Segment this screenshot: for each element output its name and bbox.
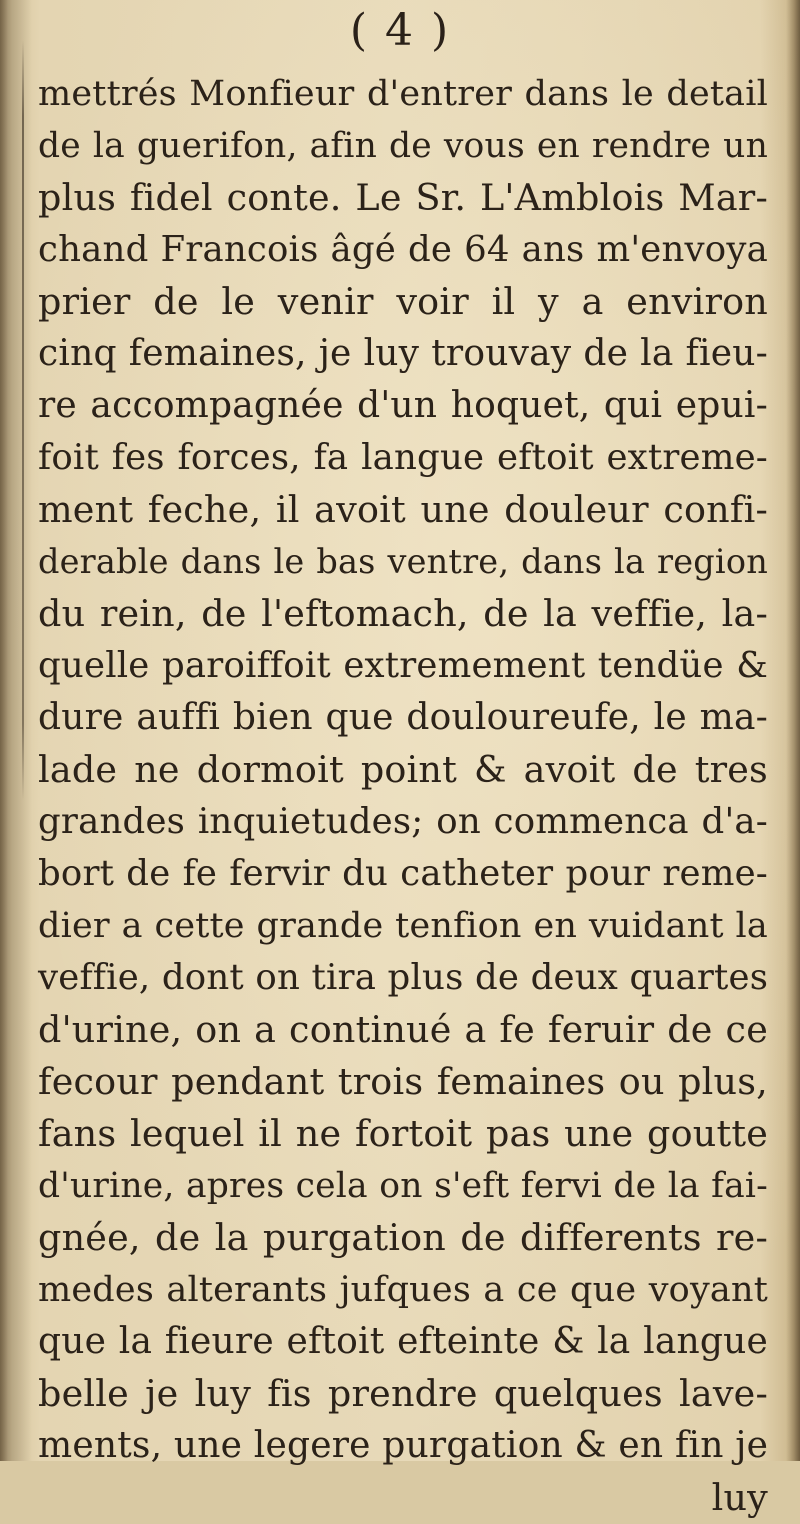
text-line: veffie, dont on tira plus de deux quartes: [38, 957, 769, 998]
page-edge: [786, 0, 800, 1461]
page-number: ( 4 ): [349, 5, 451, 56]
text-line: derable dans le bas ventre, dans la region: [38, 542, 768, 581]
text-line: belle je luy fis prendre quelques lave-: [38, 1372, 768, 1415]
text-line: du rein, de l'eftomach, de la veffie, la-: [38, 592, 768, 635]
text-line: re accompagnée d'un hoquet, qui epui-: [38, 385, 768, 426]
text-line: d'urine, on a continué a fe feruir de ce: [38, 1008, 768, 1051]
text-line: ment feche, il avoit une douleur confi-: [38, 488, 768, 531]
text-line: prier de le venir voir il y a environ: [38, 280, 768, 323]
text-line: bort de fe fervir du catheter pour reme-: [38, 853, 768, 894]
text-line: que la fieure eftoit efteinte & la langue: [38, 1321, 768, 1362]
text-line: fans lequel il ne fortoit pas une goutte: [38, 1112, 768, 1155]
text-line: ments, une legere purgation & en fin je: [38, 1425, 769, 1466]
text-line: gnée, de la purgation de differents re-: [38, 1216, 768, 1259]
text-line: de la guerifon, afin de vous en rendre un: [38, 126, 768, 166]
text-line: d'urine, apres cela on s'eft fervi de la fai-: [38, 1166, 768, 1206]
text-line: mettrés Monfieur d'entrer dans le detail: [38, 74, 768, 114]
text-line: dier a cette grande tenfion en vuidant la: [38, 906, 768, 946]
text-line: cinq femaines, je luy trouvay de la fieu-: [38, 333, 768, 374]
text-line: chand Francois âgé de 64 ans m'envoya: [38, 229, 768, 270]
text-line: plus fidel conte. Le Sr. L'Amblois Mar-: [38, 176, 768, 219]
catchword: luy: [711, 1476, 768, 1519]
text-line: lade ne dormoit point & avoit de tres: [38, 748, 768, 791]
gutter-shadow: [0, 0, 32, 1461]
text-line: quelle paroiffoit extremement tendüe &: [38, 645, 768, 686]
text-line: fecour pendant trois femaines ou plus,: [38, 1060, 768, 1103]
text-line: grandes inquietudes; on commenca d'a-: [38, 801, 768, 842]
body-text: [38, 68, 768, 1524]
text-line: foit fes forces, fa langue eftoit extreme-: [38, 437, 768, 478]
binding-edge: [22, 40, 24, 800]
text-line: medes alterants jufques a ce que voyant: [38, 1270, 768, 1310]
text-line: dure auffi bien que douloureufe, le ma-: [38, 697, 768, 738]
